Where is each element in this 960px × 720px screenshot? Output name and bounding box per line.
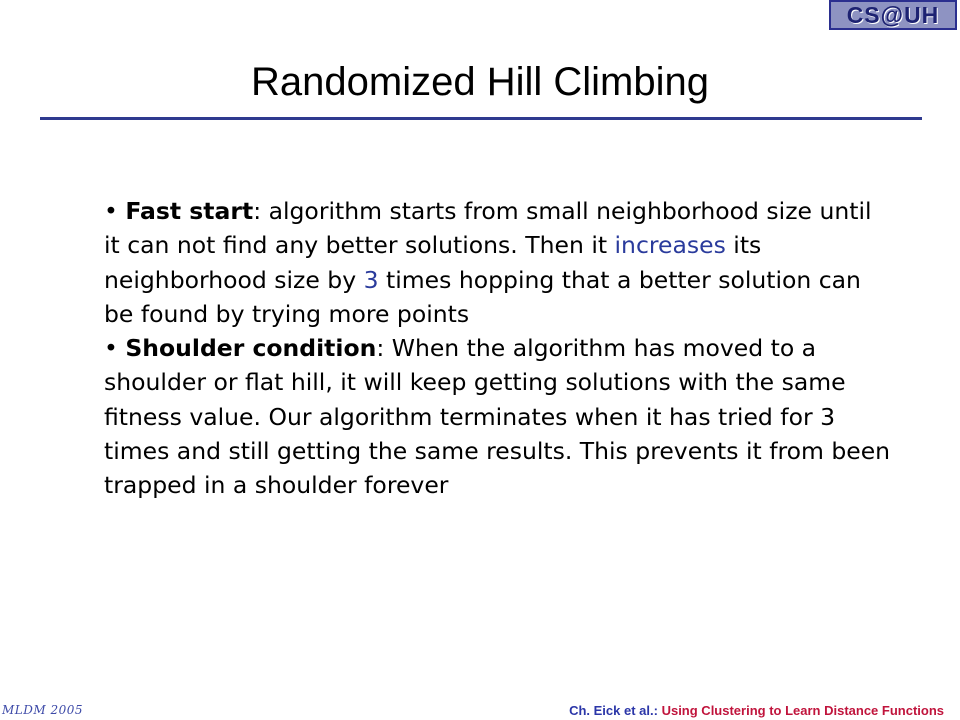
- footer-citation: [569, 703, 944, 718]
- highlight-increases: increases: [614, 231, 726, 260]
- footer-talk-title: Using Clustering to Learn Distance Functions: [661, 703, 944, 718]
- bullet-text: its neighborhood size by: [104, 231, 762, 294]
- footer-conference: MLDM 2005: [2, 703, 84, 717]
- highlight-three: 3: [363, 265, 379, 294]
- bullet-text: : algorithm starts from small neighborhood size until it can not find any better solutions. Then it: [104, 197, 872, 260]
- bullet-marker: •: [104, 334, 118, 363]
- bullet-shoulder-condition: [104, 331, 894, 502]
- bullet-heading-fast-start: Fast start: [125, 197, 254, 225]
- cs-uh-logo: CS@UH: [829, 0, 957, 30]
- title-underline: [40, 117, 922, 120]
- slide-body: [104, 194, 894, 503]
- bullet-text: times hopping that a better solution can be found by trying more points: [104, 265, 861, 328]
- bullet-fast-start: [104, 194, 894, 331]
- bullet-text: : When the algorithm has moved to a shoulder or flat hill, it will keep getting solutions with the same fitness value. Our algorithm terminates when it has tried for 3 times and still getting the same results. This prevents it from been trapped in a shoulder forever: [104, 334, 891, 500]
- slide-title: Randomized Hill Climbing: [251, 60, 709, 104]
- bullet-marker: •: [104, 197, 118, 225]
- footer-separator: :: [653, 703, 662, 718]
- footer-author: Ch. Eick et al.: [569, 703, 654, 718]
- bullet-heading-shoulder-condition: Shoulder condition: [125, 334, 377, 363]
